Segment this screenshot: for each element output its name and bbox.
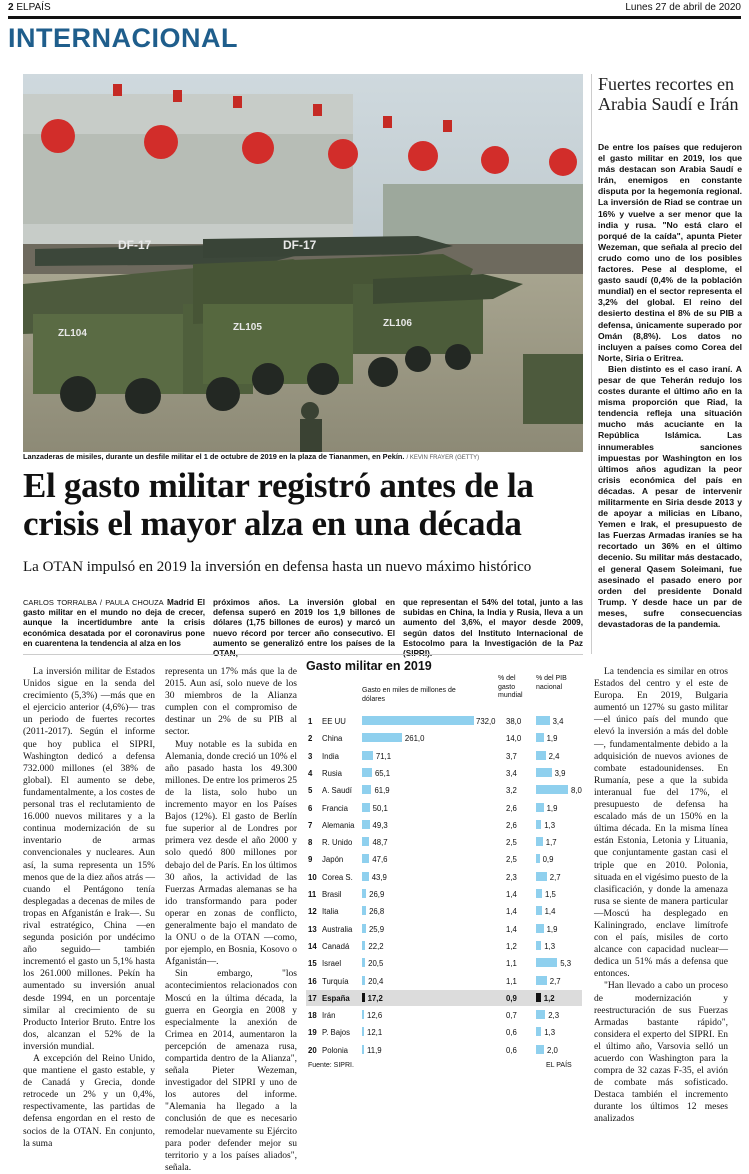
world-share-value: 3,4 [506, 768, 517, 778]
gdp-bar [536, 1010, 545, 1019]
spending-bar [362, 820, 370, 829]
spending-value: 22,2 [368, 941, 384, 951]
gdp-value: 3,4 [552, 717, 564, 726]
soldier [300, 402, 322, 452]
vehicle-marking-1: DF-17 [118, 238, 152, 252]
spending-bar [362, 803, 370, 812]
country-label: India [322, 751, 339, 761]
spending-value: 26,9 [369, 890, 385, 899]
gdp-value: 8,0 [571, 786, 582, 796]
country-label: Japón [322, 855, 344, 865]
spending-bar [362, 941, 365, 950]
rank-label: 7 [308, 820, 313, 830]
lead-text-3: que representan el 54% del total, junto a las subidas en China, la India y Rusia, lleva a un aumento del 3,6%, el mayor desde 2009, según datos del Instituto Internacional de Estocolmo para la Investigación de la Paz [403, 598, 583, 648]
world-share-value: 0,7 [506, 1011, 517, 1021]
gdp-bar [536, 716, 550, 725]
country-label: Rusia [322, 768, 342, 778]
rank-label: 13 [308, 924, 317, 934]
lead-text-1: El gasto militar en el mundo no deja de crecer, aunque la incertidumbre ante la crisis económica desatada por el coronavirus pone en cuarentena la tendencia al alza en los [23, 598, 206, 648]
country-label: China [322, 734, 343, 744]
table-row [306, 955, 582, 971]
spending-bar [362, 993, 365, 1002]
country-label: España [322, 993, 350, 1003]
table-row [306, 782, 582, 798]
body-column-1 [23, 666, 155, 1149]
gdp-value: 1,2 [543, 993, 555, 1003]
spending-value: 61,9 [374, 786, 390, 796]
world-share-value: 1,1 [506, 976, 517, 986]
spending-value: 732,0 [476, 717, 496, 726]
spending-value: 20,4 [368, 976, 384, 986]
gdp-value: 3,9 [554, 768, 566, 778]
gdp-value: 2,7 [549, 872, 561, 882]
gdp-bar [536, 889, 542, 898]
world-share-value: 2,5 [506, 855, 517, 865]
section-title: INTERNACIONAL [8, 23, 238, 53]
rank-label: 2 [308, 734, 313, 744]
sidebar-title: Fuertes recortes en Arabia Saudí e Irán [598, 74, 739, 114]
spending-bar [362, 768, 372, 777]
gdp-value: 5,3 [560, 959, 572, 969]
issue-date: Lunes 27 de abril de 2020 [625, 2, 741, 13]
gdp-bar [536, 1045, 544, 1054]
vehicle-marking-2: DF-17 [283, 238, 317, 252]
rank-label: 12 [308, 907, 317, 917]
spending-bar [362, 1045, 364, 1054]
gdp-bar [536, 803, 544, 812]
lead-col-3 [403, 598, 583, 659]
headline: El gasto militar registró antes de la crisis el mayor alza en una década [23, 466, 534, 543]
body-column-4 [594, 666, 728, 1125]
country-label: Polonia [322, 1045, 349, 1055]
sidebar-paragraph: De entre los países que redujeron el gasto militar en 2019, los que más destacan son Arabia Saudí e Irán, enemigos en constante disputa por la hegemonía regional. La inversión de Riad se contrae un 16% y vuelve a ser menor que la india y rusa. "No está claro el porqué de la caída", apunta Pieter Wezeman, que señala al precio del crudo como uno de los posibles factores. Pese al desplome, el gasto saudí (0,4% de la población mundial) en el sector representa el 3,2% del global. El reino del desierto destina el 8% de su PIB a defensa, únicamente superado por Omán (8,8%). Los datos no incluyen a países como Corea del Norte, Siria o Eritrea. [598, 142, 742, 363]
table-row [306, 903, 582, 919]
gdp-value: 2,3 [548, 1011, 560, 1021]
spending-bar [362, 837, 369, 846]
spending-value: 12,6 [367, 1011, 383, 1021]
table-row [306, 748, 582, 764]
gdp-bar [536, 976, 547, 985]
table-row [306, 990, 582, 1006]
section-header [8, 16, 741, 57]
spending-bar [362, 751, 373, 760]
rank-label: 20 [308, 1045, 317, 1055]
spending-bar [362, 1027, 364, 1036]
gdp-value: 2,4 [548, 751, 560, 761]
world-share-value: 0,9 [506, 993, 517, 1003]
rank-label: 1 [308, 717, 313, 726]
col-header-gdp: % del PIB nacional [536, 675, 567, 691]
table-row [306, 973, 582, 989]
sidebar [598, 74, 742, 654]
gdp-value: 1,9 [546, 734, 558, 744]
divider [23, 654, 583, 655]
vehicle-marking-5: ZL106 [383, 318, 412, 329]
spending-bar [362, 733, 402, 742]
country-label: Canadá [322, 941, 350, 951]
rank-label: 16 [308, 976, 317, 986]
country-label: Turquía [322, 976, 349, 986]
world-share-value: 3,2 [506, 786, 517, 796]
gdp-bar [536, 1027, 541, 1036]
gdp-value: 1,3 [544, 941, 556, 951]
spending-bar [362, 906, 366, 915]
spending-value: 50,1 [372, 803, 388, 813]
rank-label: 8 [308, 838, 313, 848]
country-label: Alemania [322, 820, 355, 830]
table-row [306, 938, 582, 954]
rank-label: 18 [308, 1011, 317, 1021]
rank-label: 15 [308, 959, 317, 969]
world-share-value: 0,6 [506, 1045, 517, 1055]
table-row [306, 869, 582, 885]
rank-label: 19 [308, 1028, 317, 1038]
table-row [306, 730, 582, 746]
lead-col-2 [213, 598, 395, 659]
body-paragraph: La tendencia es similar en otros Estados del centro y el este de Europa. En 2019, Bulgaria aumentó un 127% su gasto militar —el único país del mundo que elevó la inversión a más del doble—, fundamentalmente debido a la adquisición de nuevos aviones de combate estadounidenses. En Rumanía, pese a que la subida interanual fue del 17%, el presupuesto de defensa ha escalado más de un 150% en la última década. En la misma línea están Estonia, Letonia y Lituania, que conjuntamente gastan casi el triple que en 2010. Polonia, situada en el vigésimo puesto de la clasificación, y donde la amenaza rusa se siente de manera particular —Moscú ha desplegado en Kaliningrado, enclave limítrofe con el país, misiles de corto alcance con capacidad nuclear— dedica un 51% más a defensa que entonces. [594, 667, 728, 980]
country-label: A. Saudí [322, 786, 352, 796]
spending-value: 12,1 [367, 1028, 383, 1038]
rank-label: 10 [308, 872, 317, 882]
body-column-2 [165, 666, 297, 1173]
country-label: Corea S. [322, 872, 353, 882]
spending-value: 20,5 [368, 959, 384, 969]
body-paragraph: "Han llevado a cabo un proceso de modernización y reestructuración de sus Fuerzas Armadas bastante rápido", considera el experto del SIPRI. En el último año, Varsovia selló un acuerdo con Washington para la compra de 32 cazas F-35, el avión de combate más sofisticado. Destaca también el incremento durante los últimos 12 meses analizados [594, 981, 728, 1125]
spending-value: 26,8 [369, 907, 385, 917]
spending-bar [362, 924, 366, 933]
gdp-bar [536, 872, 547, 881]
world-share-value: 38,0 [506, 717, 522, 726]
gdp-value: 1,4 [544, 907, 556, 917]
table-row [306, 1007, 582, 1023]
spending-bar [362, 976, 365, 985]
gdp-value: 1,3 [544, 820, 556, 830]
country-label: Brasil [322, 890, 342, 899]
spending-value: 11,9 [367, 1045, 382, 1055]
spending-bar [362, 854, 369, 863]
rank-label: 3 [308, 751, 313, 761]
spending-value: 17,2 [367, 993, 383, 1003]
table-row [306, 1042, 582, 1058]
world-share-value: 0,6 [506, 1028, 517, 1038]
lead-text-2: próximos años. La inversión global en defensa superó en 2019 los 1,9 billones de dólares (1,75 billones de euros) y marcó un nuevo récord por tercer año consecutivo. El aumento se generalizó entre los países de la [213, 598, 395, 648]
col-header-world-share: % del gasto mundial [498, 675, 523, 699]
world-share-value: 1,4 [506, 890, 517, 899]
world-share-value: 2,5 [506, 838, 517, 848]
gdp-bar [536, 733, 544, 742]
world-share-value: 1,4 [506, 924, 517, 934]
spending-bar [362, 785, 371, 794]
spending-value: 65,1 [374, 768, 391, 778]
world-share-value: 1,2 [506, 941, 517, 951]
rank-label: 17 [308, 993, 317, 1003]
col-header-spending: Gasto en miles de millones de dólares [362, 687, 456, 703]
spending-value: 261,0 [404, 734, 425, 744]
spending-bar [362, 958, 365, 967]
chart-credit: EL PAÍS [546, 1062, 572, 1069]
lead-col-1 [23, 598, 205, 649]
world-share-value: 14,0 [506, 734, 522, 744]
vehicle-marking-4: ZL105 [233, 322, 262, 333]
rank-label: 4 [308, 768, 313, 778]
country-label: EE UU [322, 717, 346, 726]
body-paragraph: La inversión militar de Estados Unidos sigue en la senda del crecimiento (5,3%) —más que en el ejercicio anterior (4,6%)— tras un periodo de fuertes recortes (2011-2017). Según el informe que hoy publica el SIPRI, Washington dedicó a defensa 732.000 millones (el 38% de global). El aumento se debe, fundamentalmente, a los costes de personal tras el reclutamiento de 16.000 nuevos militares y a la continua modernización de su inventario de armas convencionales y nucleares. Aun así, la suma representa un 15% menos que de la diez años atrás —cuando el Pentágono tenía desplegadas a decenas de miles de tropas en Afganistán e Irak—. Su rival estratégico, China —en segunda posición por undécimo año seguido— también incrementó el gasto un 5,1% hasta los 261.000 millones. Pekín ha aumentado su inversión anual desde 1994, en un porcentaje similar al crecimiento de su Producto Interior Bruto. Entre los dos, alcanzan el 52% de la inversión mundial. [23, 667, 155, 1052]
gdp-bar [536, 924, 544, 933]
world-share-value: 1,1 [506, 959, 517, 969]
world-share-value: 3,7 [506, 751, 517, 761]
gdp-value: 1,9 [546, 924, 558, 934]
byline-location: Madrid [167, 598, 194, 607]
gdp-value: 2,0 [547, 1045, 558, 1055]
gdp-value: 2,7 [549, 976, 561, 986]
sidebar-paragraph: Bien distinto es el caso iraní. A pesar de que Teherán redujo los costes durante el último año en la misma proporción que Riad, la tendencia refleja una situación mucho más acuciante en la República Islámica. Las innumerables sanciones impuestas por Washington en los últimos años agudizan la peor crisis económica del país en décadas. A pesar de intervenir militarmente en Siria desde 2013 y de apoyar a milicias en Líbano, Yemen e Irak, el presupuesto de las Fuerzas Armadas iraníes se ha recortado un 36% en el último decenio. Su militar más destacado, el general Qasem Soleimani, fue asesinado el pasado enero por orden del presidente Donald Trump. Y desde hace un par de meses, sufre consecuencias devastadoras de la pandemia. [598, 363, 742, 630]
table-row [306, 713, 582, 729]
spending-value: 49,3 [372, 820, 388, 830]
table-row [306, 921, 582, 937]
paper-name: ELPAÍS [16, 2, 51, 13]
rank-label: 11 [308, 890, 317, 899]
gdp-bar [536, 820, 541, 829]
spending-value: 43,9 [371, 872, 387, 882]
chart-source: Fuente: SIPRI. [308, 1062, 354, 1069]
page-number: 2 [8, 2, 14, 13]
spending-value: 71,1 [375, 751, 392, 761]
world-share-value: 1,4 [506, 907, 517, 917]
main-photo [23, 74, 583, 452]
chart-title: Gasto militar en 2019 [306, 659, 432, 673]
vehicle-marking-3: ZL104 [58, 328, 87, 339]
table-row [306, 834, 582, 850]
sidebar-divider [591, 74, 592, 654]
rank-label: 6 [308, 803, 313, 813]
gdp-bar [536, 993, 541, 1002]
gdp-value: 1,5 [545, 890, 556, 899]
country-label: P. Bajos [322, 1028, 351, 1038]
gdp-value: 0,9 [542, 855, 554, 865]
military-spending-chart [306, 659, 582, 1079]
table-row [306, 765, 582, 781]
country-label: Irán [322, 1011, 336, 1021]
spending-value: 47,6 [372, 855, 388, 865]
rank-label: 14 [308, 941, 317, 951]
table-row [306, 886, 582, 902]
gdp-bar [536, 958, 557, 967]
world-share-value: 2,6 [506, 803, 517, 813]
photo-credit: / KEVIN FRAYER (GETTY) [406, 455, 480, 461]
subheadline: La OTAN impulsó en 2019 la inversión en defensa hasta un nuevo máximo histórico [23, 559, 532, 575]
world-share-value: 2,6 [506, 820, 517, 830]
country-label: R. Unido [322, 838, 353, 848]
gdp-bar [536, 785, 568, 794]
caption-text: Lanzaderas de misiles, durante un desfile militar el 1 de octubre de 2019 en la plaza de Tiananmen, en Pekín. [23, 452, 405, 461]
spending-bar [362, 1010, 364, 1019]
gdp-value: 1,7 [545, 838, 557, 848]
spending-bar [362, 889, 366, 898]
country-label: Italia [322, 907, 339, 917]
country-label: Israel [322, 959, 342, 969]
table-row [306, 1024, 582, 1040]
rank-label: 9 [308, 855, 313, 865]
gdp-bar [536, 941, 541, 950]
body-paragraph: A excepción del Reino Unido, que mantiene el gasto estable, y de Canadá y Grecia, donde retrocede un 2% y un 0,4%, respectivamente, las partidas de defensa engordan en el resto de socios de la OTAN. En conjunto, la suma [23, 1054, 155, 1149]
spending-bar [362, 872, 369, 881]
page-header [8, 2, 741, 16]
gdp-bar [536, 751, 546, 760]
table-row [306, 817, 582, 833]
body-paragraph: Sin embargo, "los acontecimientos relacionados con Moscú en la última década, la guerra en Georgia en 2008 y especialmente la anexión de Crimea en 2014, aumentaron la percepción de amenaza rusa, compartida dentro de la Alianza", señala Pieter Wezeman, investigador del SIPRI y uno de los autores del informe. "Alemania ha llegado a la conclusión de que es necesario remodelar nuevamente su Ejército para poder defender mejor su territorio y a los países aliados", señala. [165, 969, 297, 1173]
gdp-value: 1,9 [546, 803, 558, 813]
world-share-value: 2,3 [506, 872, 517, 882]
rank-label: 5 [308, 786, 313, 796]
gdp-bar [536, 768, 552, 777]
country-label: Australia [322, 924, 353, 934]
country-label: Francia [322, 803, 348, 813]
spending-value: 25,9 [368, 924, 385, 934]
body-paragraph: Muy notable es la subida en Alemania, donde creció un 10% el año pasado hasta los 49.300 millones. De entre los primeros 25 de la lista, solo hubo un incremento mayor en los Países Bajos (12%). El gasto de Berlín fue superior al de Londres por primera vez desde el año 2000 y solo quedó 800 millones por debajo del de París. En los últimos 30 años, la actividad de las Fuerzas Armadas alemanas se ha ido transformando para poder operar en zonas de conflicto, generalmente bajo el mandato de la ONU o de la OTAN —como, por ejemplo, en Bosnia, Kosovo o Afganistán—. [165, 739, 297, 968]
spending-bar [362, 716, 474, 725]
gdp-value: 1,3 [544, 1028, 556, 1038]
gdp-bar [536, 906, 542, 915]
table-row [306, 800, 582, 816]
photo-caption [23, 452, 583, 463]
body-paragraph: representa un 17% más que la de 2015. Aun así, solo nueve de los 30 miembros de la Alianza cumplen con el compromiso de destinar un 2% de su PIB al sector. [165, 667, 297, 738]
table-row [306, 851, 582, 867]
gdp-bar [536, 854, 540, 863]
gdp-bar [536, 837, 543, 846]
byline-authors: CARLOS TORRALBA / PAULA CHOUZA [23, 598, 164, 607]
spending-value: 48,7 [372, 838, 388, 848]
